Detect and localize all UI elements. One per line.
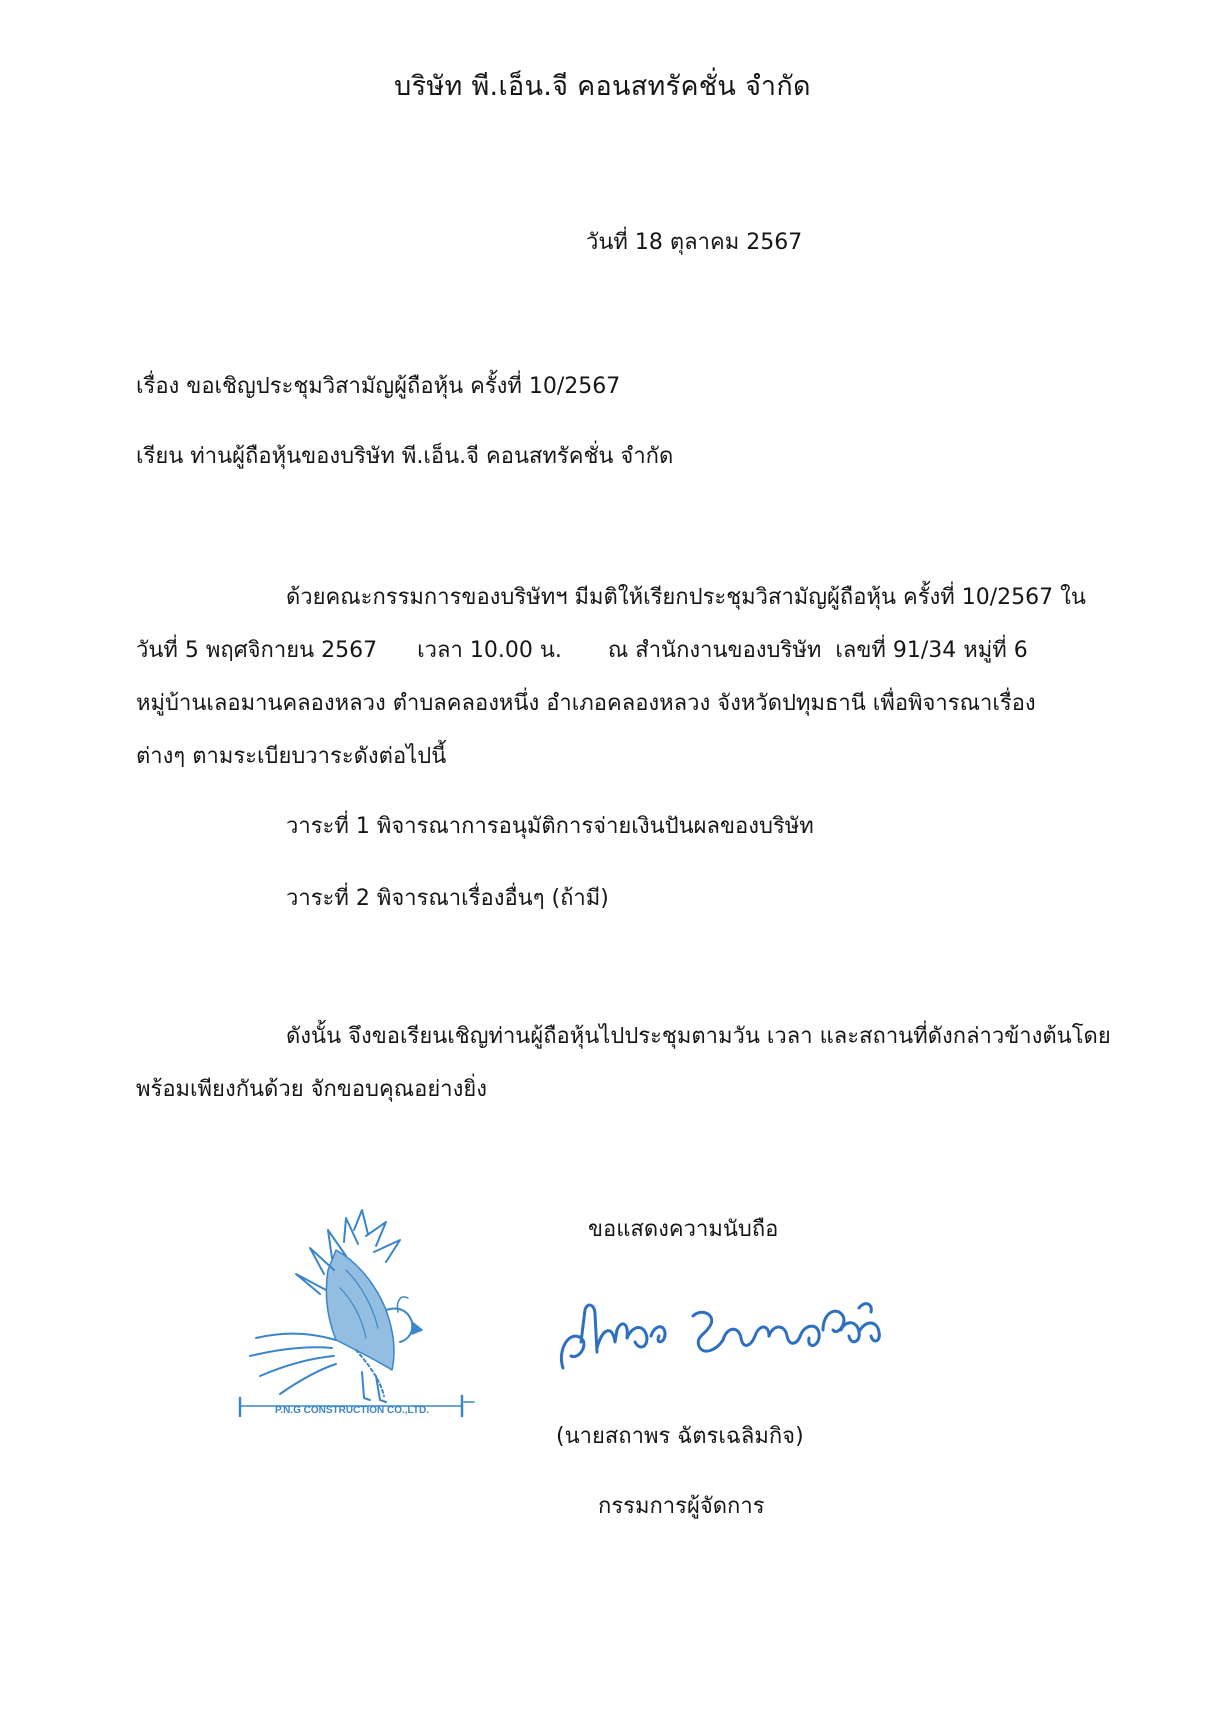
meeting-address-number: เลขที่ 91/34 หมู่ที่ 6	[835, 638, 1028, 663]
signature	[555, 1290, 915, 1390]
closing-paragraph-line-2: พร้อมเพียงกันด้วย จักขอบคุณอย่างยิ่ง	[136, 1077, 487, 1102]
respect-closing: ขอแสดงความนับถือ	[588, 1217, 779, 1242]
signatory-name: (นายสถาพร ฉัตรเฉลิมกิจ)	[556, 1424, 804, 1449]
meeting-time: เวลา 10.00 น.	[417, 638, 562, 663]
body-paragraph-line-2	[136, 636, 1028, 666]
agenda-item-1: วาระที่ 1 พิจารณาการอนุมัติการจ่ายเงินปันผลของบริษัท	[286, 814, 814, 839]
meeting-date: วันที่ 5 พฤศจิกายน 2567	[136, 638, 378, 663]
signatory-position: กรรมการผู้จัดการ	[598, 1494, 765, 1519]
seal-text: P.N.G CONSTRUCTION CO.,LTD.	[274, 1405, 430, 1416]
company-seal	[236, 1200, 506, 1450]
meeting-place: ณ สำนักงานของบริษัท	[607, 638, 822, 663]
signature-text: สถาพร ฉัตรเฉลิมกิจ	[555, 1290, 564, 1291]
recipient-line: เรียน ท่านผู้ถือหุ้นของบริษัท พี.เอ็น.จี คอนสทรัคชั่น จำกัด	[136, 444, 674, 469]
agenda-item-2: วาระที่ 2 พิจารณาเรื่องอื่นๆ (ถ้ามี)	[286, 886, 609, 911]
body-paragraph-line-1: ด้วยคณะกรรมการของบริษัทฯ มีมติให้เรียกประชุมวิสามัญผู้ถือหุ้น ครั้งที่ 10/2567 ใน	[286, 585, 1086, 610]
body-paragraph-line-4: ต่างๆ ตามระเบียบวาระดังต่อไปนี้	[136, 744, 447, 769]
company-title: บริษัท พี.เอ็น.จี คอนสทรัคชั่น จำกัด	[394, 71, 811, 102]
closing-paragraph-line-1: ดังนั้น จึงขอเรียนเชิญท่านผู้ถือหุ้นไปประชุมตามวัน เวลา และสถานที่ดังกล่าวข้างต้นโดย	[286, 1024, 1111, 1049]
subject-line: เรื่อง ขอเชิญประชุมวิสามัญผู้ถือหุ้น ครั้งที่ 10/2567	[136, 374, 621, 399]
body-paragraph-line-3: หมู่บ้านเลอมานคลองหลวง ตำบลคลองหนึ่ง อำเภอคลองหลวง จังหวัดปทุมธานี เพื่อพิจารณาเรื่อง	[136, 691, 1036, 716]
document-date: วันที่ 18 ตุลาคม 2567	[586, 230, 803, 255]
